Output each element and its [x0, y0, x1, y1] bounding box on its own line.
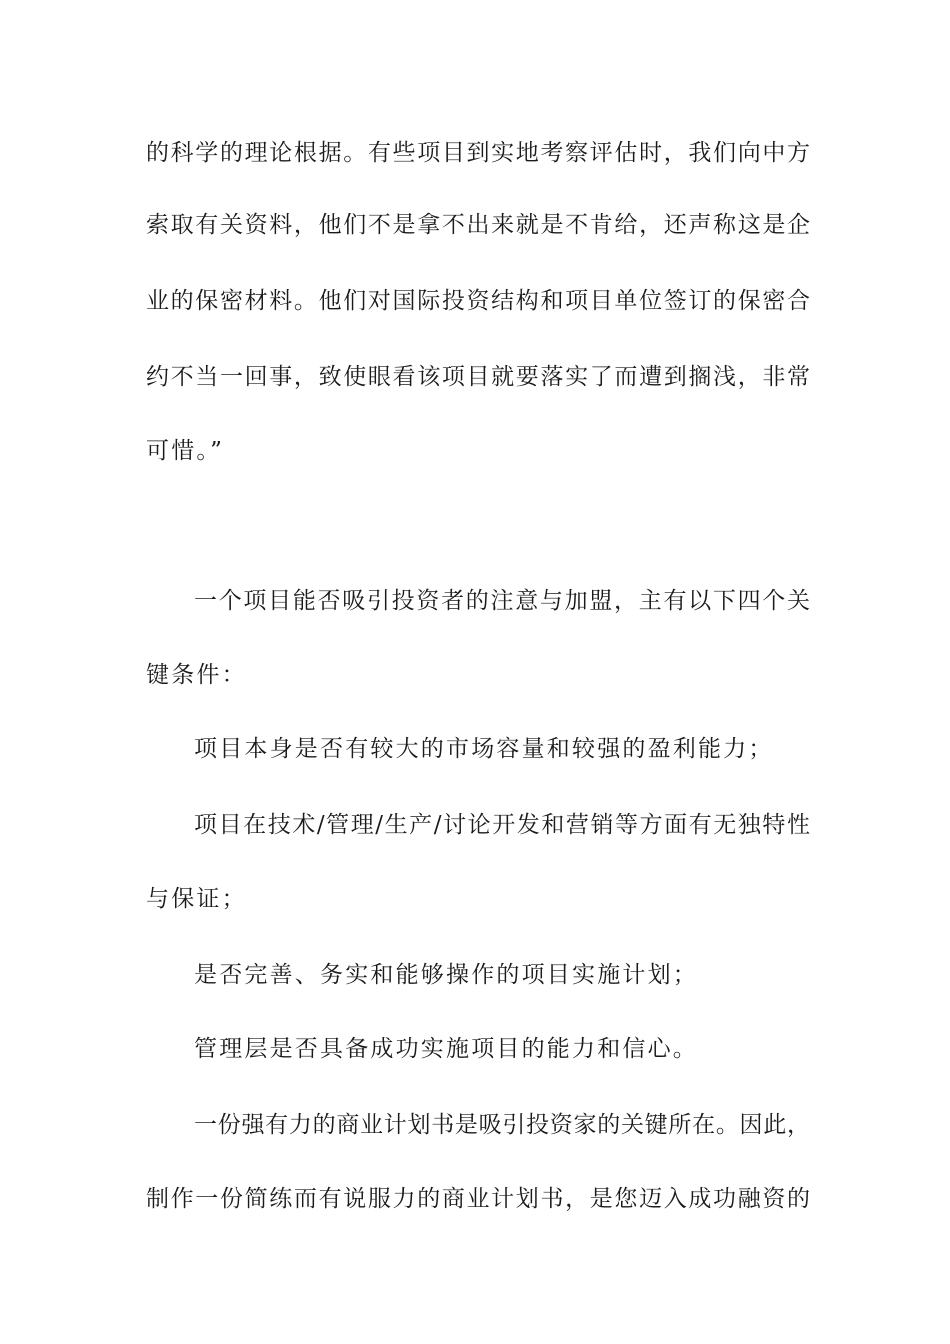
text-line: 约不当一回事，致使眼看该项目就要落实了而遭到搁浅，非常 [146, 364, 810, 390]
condition-item: 项目本身是否有较大的市场容量和较强的盈利能力； [194, 736, 774, 762]
text-line: 制作一份简练而有说服力的商业计划书，是您迈入成功融资的 [146, 1186, 810, 1212]
text-line: 一个项目能否吸引投资者的注意与加盟，主有以下四个关 [194, 588, 810, 614]
text-line: 与保证； [146, 886, 247, 912]
condition-item: 是否完善、务实和能够操作的项目实施计划； [194, 962, 698, 988]
text-line: 索取有关资料，他们不是拿不出来就是不肯给，还声称这是企 [146, 212, 810, 238]
text-line: 一份强有力的商业计划书是吸引投资家的关键所在。因此， [194, 1112, 810, 1138]
text-line: 键条件： [146, 662, 247, 688]
text-line: 业的保密材料。他们对国际投资结构和项目单位签订的保密合 [146, 288, 810, 314]
condition-item: 项目在技术/管理/生产/讨论开发和营销等方面有无独特性 [194, 812, 810, 838]
text-line: 可惜。” [146, 438, 225, 464]
condition-item: 管理层是否具备成功实施项目的能力和信心。 [194, 1036, 698, 1062]
text-line: 的科学的理论根据。有些项目到实地考察评估时，我们向中方 [146, 140, 810, 166]
